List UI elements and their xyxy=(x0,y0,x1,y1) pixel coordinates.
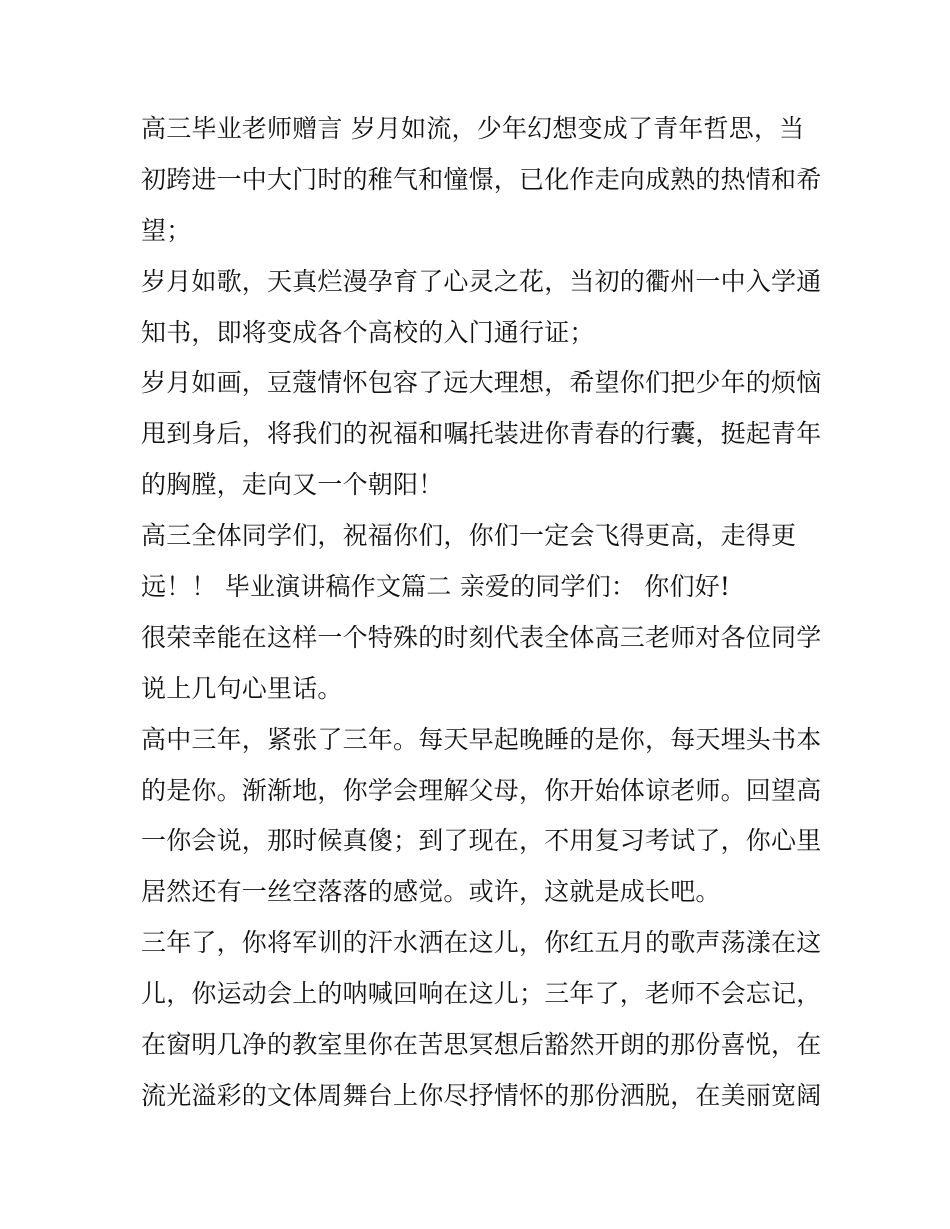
text-line: 岁月如歌，天真烂漫孕育了心灵之花，当初的衢州一中入学通 xyxy=(141,266,822,296)
text-line: 三年了，你将军训的汗水洒在这儿，你红五月的歌声荡漾在这 xyxy=(141,928,822,958)
text-line: 高中三年，紧张了三年。每天早起晚睡的是你，每天埋头书本 xyxy=(141,724,822,754)
text-line: 望； xyxy=(141,215,192,245)
text-line: 高三毕业老师赠言 岁月如流，少年幻想变成了青年哲思，当 xyxy=(141,114,805,143)
text-line: 说上几句心里话。 xyxy=(141,673,343,703)
text-line: 高三全体同学们，祝福你们，你们一定会飞得更高，走得更 xyxy=(141,521,797,551)
text-line: 在窗明几净的教室里你在苦思冥想后豁然开朗的那份喜悦，在 xyxy=(141,1030,822,1060)
text-line: 岁月如画，豆蔻情怀包容了远大理想，希望你们把少年的烦恼 xyxy=(141,368,822,398)
text-line: 很荣幸能在这样一个特殊的时刻代表全体高三老师对各位同学 xyxy=(141,622,822,652)
text-line: 远！！ 毕业演讲稿作文篇二 亲爱的同学们： 你们好! xyxy=(141,572,731,602)
text-line: 初跨进一中大门时的稚气和憧憬，已化作走向成熟的热情和希 xyxy=(141,164,822,194)
text-line: 儿，你运动会上的呐喊回响在这儿；三年了，老师不会忘记， xyxy=(141,979,822,1009)
text-line: 知书，即将变成各个高校的入门通行证； xyxy=(141,317,595,347)
document-text-body xyxy=(141,104,821,1122)
text-line: 甩到身后，将我们的祝福和嘱托装进你青春的行囊，挺起青年 xyxy=(141,419,822,449)
text-line: 居然还有一丝空落落的感觉。或许，这就是成长吧。 xyxy=(141,877,721,907)
text-line: 一你会说，那时候真傻；到了现在，不用复习考试了，你心里 xyxy=(141,826,822,856)
text-line: 的是你。渐渐地，你学会理解父母，你开始体谅老师。回望高 xyxy=(141,775,822,805)
text-line: 的胸膛，走向又一个朝阳！ xyxy=(141,470,444,500)
text-line: 流光溢彩的文体周舞台上你尽抒情怀的那份洒脱，在美丽宽阔 xyxy=(141,1080,822,1110)
